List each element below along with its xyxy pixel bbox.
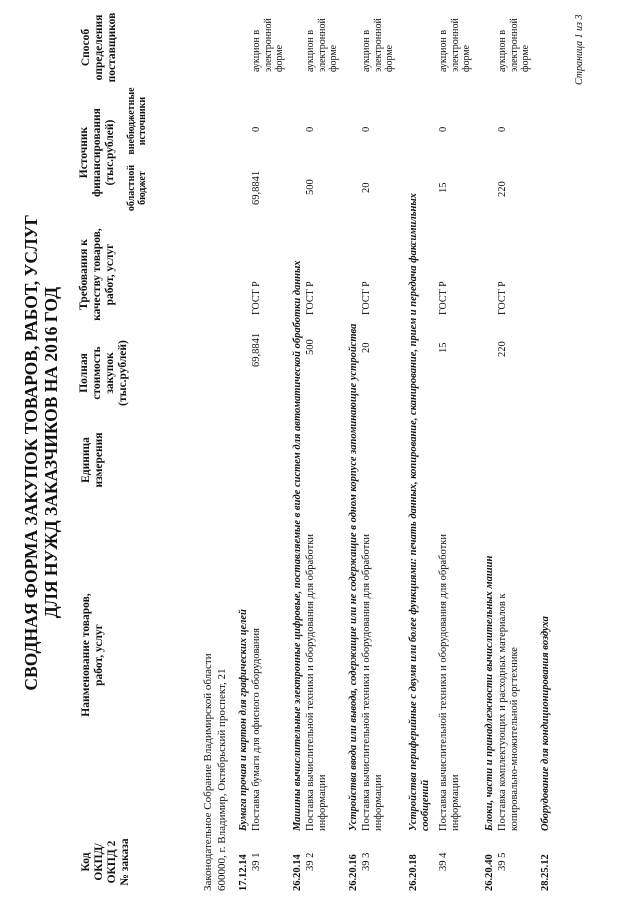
item-requirement: ГОСТ Р: [305, 281, 316, 315]
section-title: Устройства периферийные с двумя или более функциями: печать данных, копирование, сканирование, прием и передача факсимильных: [408, 193, 419, 831]
item-method: аукцион в электронной форме: [361, 18, 395, 72]
section-code: 17.12.14: [238, 854, 249, 891]
item-requirement: ГОСТ Р: [497, 281, 508, 315]
item-method: аукцион в электронной форме: [305, 18, 339, 72]
header-method: Способ определения поставщиков: [80, 12, 118, 83]
item-extrabudget: 0: [438, 126, 449, 132]
item-regional-budget: 69,8841: [251, 170, 262, 205]
header-financing-regional: областной бюджет: [126, 164, 148, 212]
item-regional-budget: 20: [361, 182, 372, 193]
header-unit: Единица измерения: [80, 432, 105, 488]
document-title-line2: ДЛЯ НУЖД ЗАКАЗЧИКОВ НА 2016 ГОД: [41, 286, 61, 619]
section-code: 26.20.40: [484, 854, 495, 891]
header-code: Код ОКПД/ ОКПД 2 № заказа: [80, 838, 131, 886]
item-name: Поставка вычислительной техники и оборудования для обработки информации: [438, 534, 461, 831]
item-name: Поставка вычислительной техники и оборудования для обработки информации: [361, 534, 384, 831]
order-number: 39 4: [438, 852, 449, 871]
section-code: 28.25.12: [540, 854, 551, 891]
section-title: Бумага прочая и картон для графических целей: [238, 609, 249, 831]
section-title: Устройства ввода или вывода, содержащие или не содержащие в одном корпусе запоминающие устройства: [348, 323, 359, 831]
item-name: Поставка комплектующих и расходных материалов к копировально-множительной оргтехнике: [497, 593, 520, 831]
order-number: 39 3: [361, 852, 372, 871]
item-extrabudget: 0: [361, 126, 372, 132]
order-number: 39 1: [251, 852, 262, 871]
item-regional-budget: 15: [438, 182, 449, 193]
header-financing: Источник финансирования (тыс.рублей): [78, 108, 116, 197]
item-extrabudget: 0: [305, 126, 316, 132]
item-cost: 20: [361, 342, 372, 353]
document-title-line1: СВОДНАЯ ФОРМА ЗАКУПОК ТОВАРОВ, РАБОТ, УСЛУГ: [21, 214, 41, 691]
item-name: Поставка бумаги для офисного оборудования: [251, 628, 262, 831]
section-title: Блоки, части и принадлежности вычислительных машин: [484, 555, 495, 831]
item-cost: 220: [497, 341, 508, 357]
item-cost: 69,8841: [251, 332, 262, 367]
item-method: аукцион в электронной форме: [251, 18, 285, 72]
item-name: Поставка вычислительной техники и оборудования для обработки информации: [305, 534, 328, 831]
item-method: аукцион в электронной форме: [438, 18, 472, 72]
item-method: аукцион в электронной форме: [497, 18, 531, 72]
organization-address: 600000, г. Владимир, Октябрьский проспект, 21: [216, 668, 228, 891]
item-regional-budget: 220: [497, 181, 508, 197]
item-extrabudget: 0: [251, 126, 262, 132]
section-code: 26.20.18: [408, 854, 419, 891]
order-number: 39 2: [305, 852, 316, 871]
section-title-continued: сообщений: [420, 779, 431, 831]
section-code: 26.20.14: [292, 854, 303, 891]
item-requirement: ГОСТ Р: [251, 281, 262, 315]
item-extrabudget: 0: [497, 126, 508, 132]
item-requirement: ГОСТ Р: [361, 281, 372, 315]
item-cost: 15: [438, 342, 449, 353]
section-code: 26.20.16: [348, 854, 359, 891]
header-cost: Полная стоимость закупок (тыс.рублей): [78, 340, 129, 406]
order-number: 39 5: [497, 852, 508, 871]
item-cost: 500: [305, 339, 316, 355]
item-requirement: ГОСТ Р: [438, 281, 449, 315]
item-regional-budget: 500: [305, 179, 316, 195]
section-title: Оборудование для кондиционирования воздуха: [540, 616, 551, 831]
header-name: Наименование товаров, работ, услуг: [80, 593, 105, 717]
header-financing-extrabudget: внебюджетные источники: [126, 87, 148, 155]
header-requirements: Требования к качеству товаров, работ, услуг: [78, 228, 116, 321]
organization-name: Законодательное Собрание Владимирской области: [202, 653, 214, 891]
section-title: Машины вычислительные электронные цифровые, поставляемые в виде систем для автоматической обработки данных: [292, 260, 303, 831]
page-number: Страница 1 из 3: [574, 14, 585, 85]
